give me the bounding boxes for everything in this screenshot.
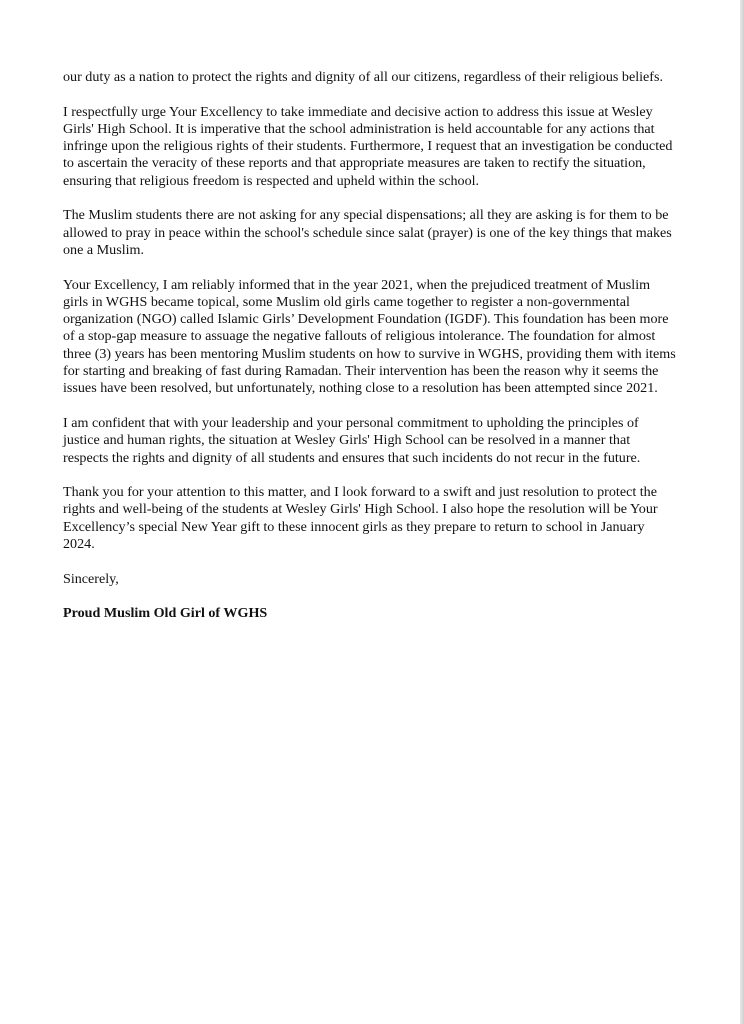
- paragraph-thank-you: Thank you for your attention to this matter, and I look forward to a swift and just resolution to protect the rights and well-being of the students at Wesley Girls' High School. I also hope the resolution will be Your Excellency’s special New Year gift to these innocent girls as they prepare to return to school in January 2024.: [63, 484, 658, 553]
- closing-salutation: Sincerely,: [63, 570, 119, 587]
- paragraph-urge-action: I respectfully urge Your Excellency to take immediate and decisive action to address this issue at Wesley Girls' High School. It is imperative that the school administration is held accountable for any actions that infringe upon the religious rights of their students. Furthermore, I request that an investigation be conducted to ascertain the veracity of these reports and that appropriate measures are taken to rectify the situation, ensuring that religious freedom is respected and upheld within the school.: [63, 103, 673, 189]
- paragraph-confidence: I am confident that with your leadership and your personal commitment to upholding the principles of justice and human rights, the situation at Wesley Girls' High School can be resolved in a manner that respects the rights and dignity of all students and ensures that such incidents do not recur in the future.: [63, 414, 641, 466]
- page-edge-shadow: [740, 0, 744, 1024]
- signature: Proud Muslim Old Girl of WGHS: [63, 605, 268, 622]
- letter-body: [63, 69, 678, 623]
- paragraph-muslim-students: The Muslim students there are not asking for any special dispensations; all they are asking is for them to be allowed to pray in peace within the school's schedule since salat (prayer) is one of the key things that makes one a Muslim.: [63, 207, 672, 258]
- paragraph-igdf-foundation: Your Excellency, I am reliably informed that in the year 2021, when the prejudiced treatment of Muslim girls in WGHS became topical, some Muslim old girls came together to register a non-governmental organization (NGO) called Islamic Girls’ Development Foundation (IGDF). This foundation has been more of a stop-gap measure to assuage the negative fallouts of religious intolerance. The foundation for almost three (3) years has been mentoring Muslim students on how to survive in WGHS, providing them with items for starting and breaking of fast during Ramadan. Their intervention has been the reason why it seems the issues have been resolved, but unfortunately, nothing close to a resolution has been attempted since 2021.: [63, 276, 676, 397]
- paragraph-duty: our duty as a nation to protect the rights and dignity of all our citizens, regardless of their religious beliefs.: [63, 69, 664, 85]
